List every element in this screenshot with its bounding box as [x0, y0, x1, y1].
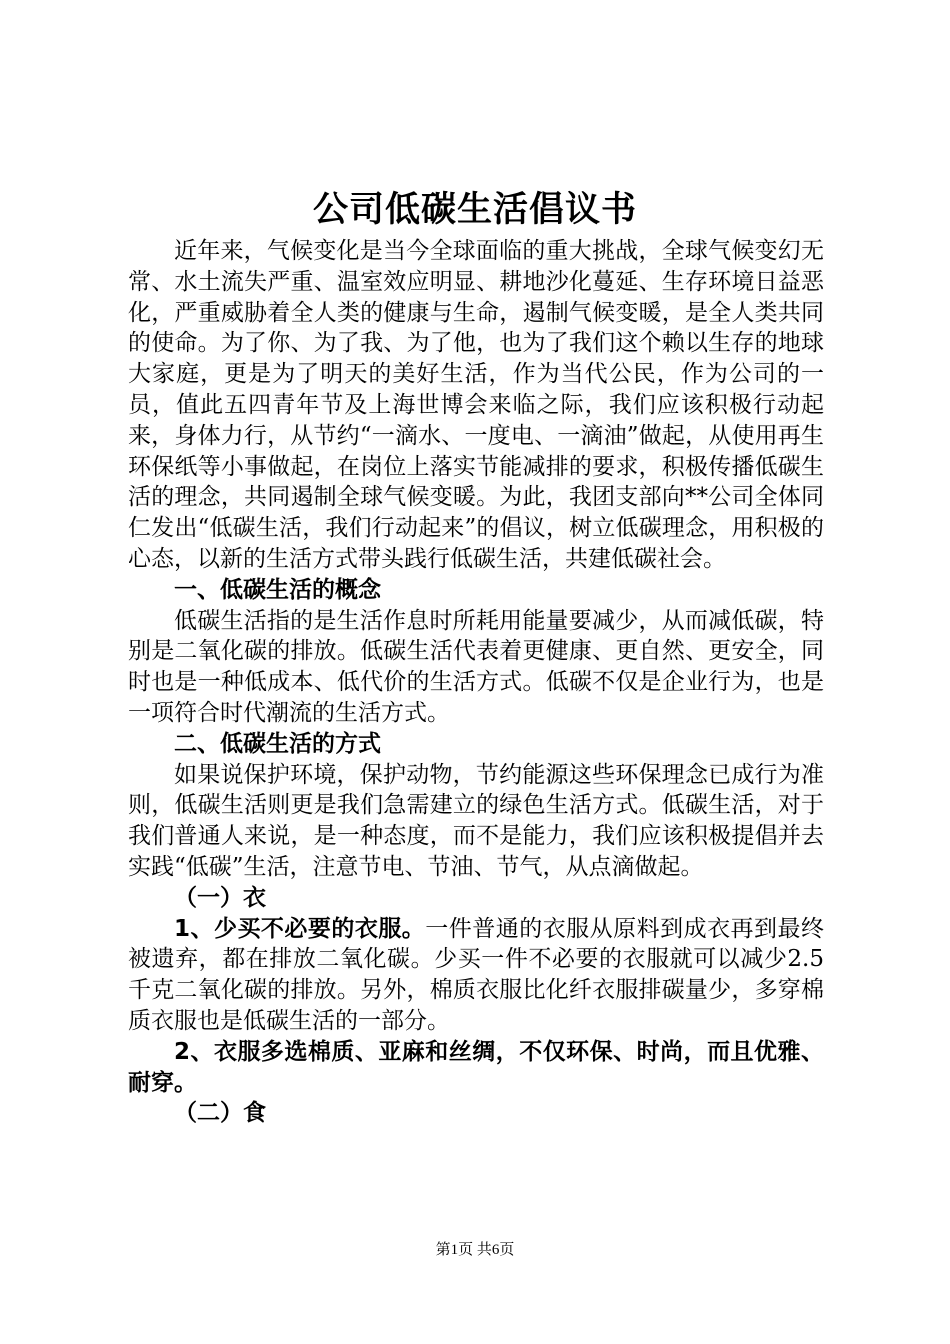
section-heading-concept: 一、低碳生活的概念 [174, 576, 381, 603]
subsection-heading-clothing: （一）衣 [174, 884, 266, 911]
section-paragraph-methods: 如果说保护环境，保护动物，节约能源这些环保理念已成行为准则，低碳生活则更是我们急需建立的绿色生活方式。低碳生活，对于我们普通人来说，是一种态度，而不是能力，我们应该积极提倡并去实践“低碳”生活，注意节电、节油、节气，从点滴做起。 [128, 761, 824, 880]
page-footer: 第1页 共6页 [435, 1242, 515, 1258]
item-1-text: 一件普通的衣服从原料到成衣再到最终被遗弃，都在排放二氧化碳。少买一件不必要的衣服就可以减少2.5千克二氧化碳的排放。另外，棉质衣服比化纤衣服排碳量少，多穿棉质衣服也是低碳生活的一部分。 [128, 915, 824, 1034]
item-paragraph-2: 2、衣服多选棉质、亚麻和丝绸，不仅环保、时尚，而且优雅、耐穿。 [128, 1038, 824, 1096]
intro-paragraph: 近年来，气候变化是当今全球面临的重大挑战，全球气候变幻无常、水土流失严重、温室效应明显、耕地沙化蔓延、生存环境日益恶化，严重威胁着全人类的健康与生命，遏制气候变暖，是全人类共同的使命。为了你、为了我、为了他，也为了我们这个赖以生存的地球大家庭，更是为了明天的美好生活，作为当代公民，作为公司的一员，值此五四青年节及上海世博会来临之际，我们应该积极行动起来，身体力行，从节约“一滴水、一度电、一滴油”做起，从使用再生环保纸等小事做起，在岗位上落实节能减排的要求，积极传播低碳生活的理念，共同遏制全球气候变暖。为此，我团支部向**公司全体同仁发出“低碳生活，我们行动起来”的倡议，树立低碳理念，用积极的心态，以新的生活方式带头践行低碳生活，共建低碳社会。 [128, 238, 824, 572]
section-paragraph-concept: 低碳生活指的是生活作息时所耗用能量要减少，从而减低碳，特别是二氧化碳的排放。低碳生活代表着更健康、更自然、更安全，同时也是一种低成本、低代价的生活方式。低碳不仅是企业行为，也是一项符合时代潮流的生活方式。 [128, 607, 824, 726]
section-heading-methods: 二、低碳生活的方式 [174, 730, 381, 757]
document-title: 公司低碳生活倡议书 [312, 190, 637, 230]
subsection-heading-food: （二）食 [174, 1100, 266, 1127]
document-body [128, 236, 824, 1129]
item-paragraph-1 [128, 914, 824, 1037]
item-1-lead: 1、少买不必要的衣服。 [174, 915, 426, 942]
